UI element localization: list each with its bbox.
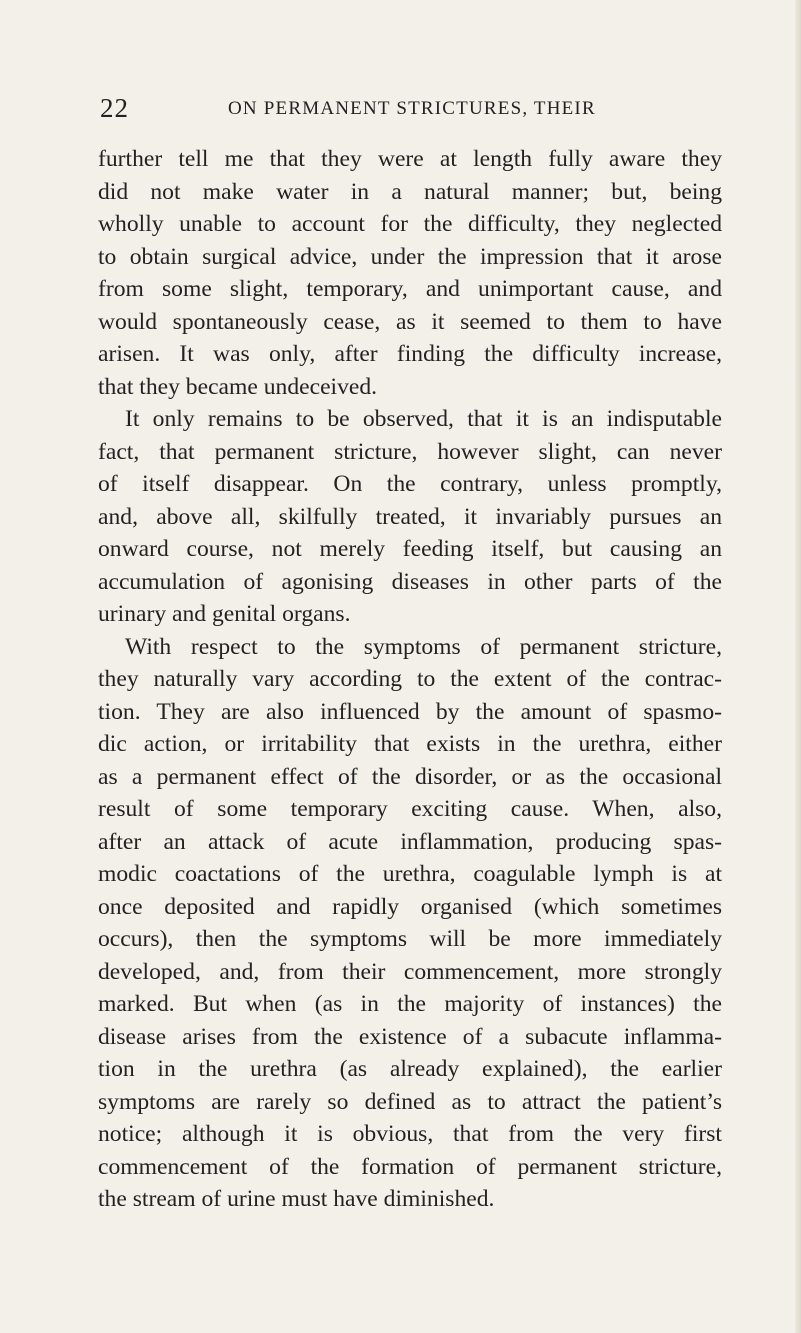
text-line: that they became undeceived. <box>98 373 378 400</box>
text-line: occurs), then the symptoms will be more immediately <box>98 926 722 952</box>
text-line: as a permanent effect of the disorder, or as the occasional <box>98 763 722 790</box>
running-title: ON PERMANENT STRICTURES, THEIR <box>228 98 596 119</box>
page-number: 22 <box>100 93 129 123</box>
text-line: arisen. It was only, after finding the difficulty increase, <box>98 341 722 367</box>
text-line: did not make water in a natural manner; but, being <box>98 178 722 205</box>
text-line: notice; although it is obvious, that from the very first <box>98 1121 722 1147</box>
text-line: wholly unable to account for the difficulty, they neglected <box>98 211 722 237</box>
text-line: once deposited and rapidly organised (which sometimes <box>98 893 722 920</box>
text-line: fact, that permanent stricture, however slight, can never <box>98 438 722 465</box>
text-line: modic coactations of the urethra, coagulable lymph is at <box>98 861 722 887</box>
text-line: tion in the urethra (as already explained), the earlier <box>98 1056 722 1082</box>
text-line: and, above all, skilfully treated, it invariably pursues an <box>98 503 722 530</box>
page-header <box>100 93 720 123</box>
text-line: dic action, or irritability that exists in the urethra, either <box>98 731 722 757</box>
text-line: urinary and genital organs. <box>98 601 351 627</box>
text-line: after an attack of acute inflammation, producing spas- <box>98 828 722 855</box>
page-edge <box>795 0 801 1333</box>
text-line: developed, and, from their commencement, more strongly <box>98 958 722 985</box>
text-line: symptoms are rarely so defined as to attract the patient’s <box>98 1088 722 1115</box>
paragraph-start-line: It only remains to be observed, that it is an indisputable <box>125 406 722 432</box>
text-line: of itself disappear. On the contrary, unless promptly, <box>98 471 722 497</box>
text-line: further tell me that they were at length fully aware they <box>98 146 722 172</box>
text-line: would spontaneously cease, as it seemed to them to have <box>98 308 722 335</box>
text-line: from some slight, temporary, and unimportant cause, and <box>98 276 722 302</box>
text-line: to obtain surgical advice, under the impression that it arose <box>98 243 722 270</box>
text-line: they naturally vary according to the extent of the contrac- <box>98 666 722 692</box>
text-line: tion. They are also influenced by the amount of spasmo- <box>98 698 722 725</box>
text-line: the stream of urine must have diminished. <box>98 1186 495 1212</box>
text-line: accumulation of agonising diseases in other parts of the <box>98 568 722 595</box>
text-line: commencement of the formation of permanent stricture, <box>98 1153 722 1180</box>
text-line: result of some temporary exciting cause. When, also, <box>98 796 722 822</box>
text-line: disease arises from the existence of a subacute inflamma- <box>98 1023 722 1050</box>
paragraph-start-line: With respect to the symptoms of permanent stricture, <box>125 633 722 660</box>
text-line: marked. But when (as in the majority of instances) the <box>98 991 722 1017</box>
body-text <box>98 143 722 1216</box>
text-line: onward course, not merely feeding itself, but causing an <box>98 536 722 562</box>
